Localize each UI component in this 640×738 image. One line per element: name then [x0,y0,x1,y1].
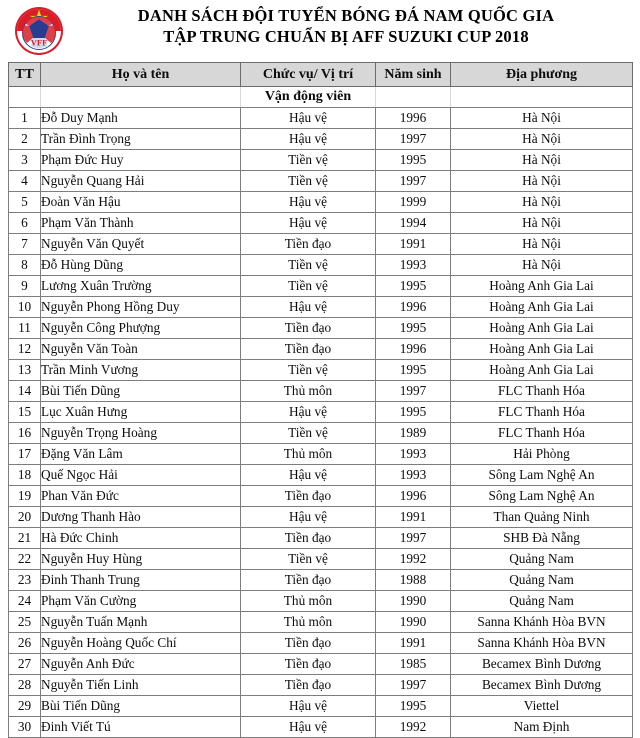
player-name: Đinh Viết Tú [41,717,241,738]
player-index: 26 [9,633,41,654]
player-year: 1996 [376,339,451,360]
player-index: 27 [9,654,41,675]
player-index: 3 [9,150,41,171]
player-club: Hà Nội [451,234,633,255]
player-club: Hà Nội [451,171,633,192]
player-name: Nguyễn Anh Đức [41,654,241,675]
table-row [9,675,633,696]
table-header [9,63,633,87]
table-row [9,528,633,549]
player-club: Hà Nội [451,108,633,129]
column-header-tt: TT [9,63,41,87]
column-header-club: Địa phương [451,63,633,87]
player-name: Nguyễn Phong Hồng Duy [41,297,241,318]
vff-crest-icon [14,6,64,56]
player-role: Thủ môn [241,612,376,633]
player-year: 1994 [376,213,451,234]
table-row [9,318,633,339]
player-name: Bùi Tiến Dũng [41,696,241,717]
player-role: Tiền đạo [241,486,376,507]
player-name: Lương Xuân Trường [41,276,241,297]
table-row [9,192,633,213]
player-role: Hậu vệ [241,402,376,423]
player-club: Sông Lam Nghệ An [451,486,633,507]
player-name: Nguyễn Tiến Linh [41,675,241,696]
player-index: 12 [9,339,41,360]
player-club: Hoàng Anh Gia Lai [451,360,633,381]
player-club: Hà Nội [451,192,633,213]
player-index: 10 [9,297,41,318]
table-row [9,444,633,465]
player-index: 6 [9,213,41,234]
player-club: Hoàng Anh Gia Lai [451,297,633,318]
player-year: 1997 [376,528,451,549]
player-club: Sông Lam Nghệ An [451,465,633,486]
player-year: 1996 [376,486,451,507]
player-name: Đặng Văn Lâm [41,444,241,465]
player-role: Tiền vệ [241,423,376,444]
player-name: Phạm Đức Huy [41,150,241,171]
table-row [9,339,633,360]
player-club: Becamex Bình Dương [451,654,633,675]
player-role: Tiền đạo [241,339,376,360]
player-name: Phan Văn Đức [41,486,241,507]
player-index: 23 [9,570,41,591]
player-name: Bùi Tiến Dũng [41,381,241,402]
player-year: 1993 [376,465,451,486]
player-club: Hà Nội [451,150,633,171]
document-header [0,0,640,62]
player-club: Quảng Nam [451,570,633,591]
player-year: 1997 [376,675,451,696]
player-club: Hoàng Anh Gia Lai [451,276,633,297]
table-row [9,213,633,234]
player-name: Hà Đức Chinh [41,528,241,549]
player-club: Hoàng Anh Gia Lai [451,318,633,339]
player-year: 1991 [376,633,451,654]
player-index: 2 [9,129,41,150]
player-role: Hậu vệ [241,507,376,528]
player-index: 9 [9,276,41,297]
table-header-row [9,63,633,87]
player-name: Đỗ Duy Mạnh [41,108,241,129]
player-role: Tiền đạo [241,675,376,696]
table-row [9,549,633,570]
player-year: 1995 [376,696,451,717]
player-role: Hậu vệ [241,696,376,717]
player-role: Tiền đạo [241,234,376,255]
title-line-1: DANH SÁCH ĐỘI TUYỂN BÓNG ĐÁ NAM QUỐC GIA [137,6,555,25]
player-role: Tiền đạo [241,633,376,654]
player-club: Quảng Nam [451,549,633,570]
player-name: Lục Xuân Hưng [41,402,241,423]
player-index: 22 [9,549,41,570]
player-club: Quảng Nam [451,591,633,612]
player-index: 16 [9,423,41,444]
table-row [9,129,633,150]
player-role: Tiền đạo [241,318,376,339]
player-index: 7 [9,234,41,255]
player-role: Hậu vệ [241,192,376,213]
table-row [9,150,633,171]
table-row [9,171,633,192]
player-role: Thủ môn [241,444,376,465]
player-year: 1993 [376,444,451,465]
table-row [9,255,633,276]
player-name: Nguyễn Văn Quyết [41,234,241,255]
table-row [9,297,633,318]
player-index: 18 [9,465,41,486]
player-club: Sanna Khánh Hòa BVN [451,612,633,633]
player-name: Trần Minh Vương [41,360,241,381]
player-index: 25 [9,612,41,633]
player-club: FLC Thanh Hóa [451,402,633,423]
player-index: 30 [9,717,41,738]
player-name: Quế Ngọc Hải [41,465,241,486]
table-row [9,717,633,738]
player-role: Hậu vệ [241,717,376,738]
player-role: Tiền vệ [241,255,376,276]
table-row [9,654,633,675]
player-club: FLC Thanh Hóa [451,423,633,444]
player-year: 1995 [376,402,451,423]
player-club: Sanna Khánh Hòa BVN [451,633,633,654]
player-club: Nam Định [451,717,633,738]
player-role: Tiền vệ [241,150,376,171]
player-role: Tiền vệ [241,276,376,297]
player-club: Hoàng Anh Gia Lai [451,339,633,360]
player-index: 28 [9,675,41,696]
player-role: Tiền vệ [241,171,376,192]
player-index: 8 [9,255,41,276]
title-line-2: TẬP TRUNG CHUẨN BỊ AFF SUZUKI CUP 2018 [163,27,529,46]
player-index: 21 [9,528,41,549]
player-year: 1993 [376,255,451,276]
player-index: 17 [9,444,41,465]
player-club: SHB Đà Nẵng [451,528,633,549]
player-year: 1985 [376,654,451,675]
player-year: 1992 [376,549,451,570]
section-label: Vận động viên [241,87,376,108]
player-name: Nguyễn Hoàng Quốc Chí [41,633,241,654]
table-row [9,570,633,591]
table-row [9,108,633,129]
player-role: Tiền đạo [241,654,376,675]
player-year: 1988 [376,570,451,591]
player-name: Đoàn Văn Hậu [41,192,241,213]
player-name: Nguyễn Tuấn Mạnh [41,612,241,633]
table-body [9,87,633,738]
section-cell-5 [451,87,633,108]
player-club: Hà Nội [451,255,633,276]
player-club: Hà Nội [451,129,633,150]
vff-logo-text: VFF [30,37,48,48]
player-index: 5 [9,192,41,213]
player-club: Hải Phòng [451,444,633,465]
player-role: Thủ môn [241,591,376,612]
player-year: 1995 [376,276,451,297]
player-name: Trần Đình Trọng [41,129,241,150]
section-cell-2 [41,87,241,108]
table-row [9,360,633,381]
player-club: Hà Nội [451,213,633,234]
player-year: 1995 [376,360,451,381]
player-index: 19 [9,486,41,507]
player-index: 14 [9,381,41,402]
player-year: 1997 [376,129,451,150]
section-cell-1 [9,87,41,108]
table-row [9,591,633,612]
column-header-role: Chức vụ/ Vị trí [241,63,376,87]
squad-table-container [8,62,632,738]
player-name: Nguyễn Quang Hải [41,171,241,192]
player-name: Phạm Văn Thành [41,213,241,234]
player-year: 1997 [376,381,451,402]
player-role: Hậu vệ [241,297,376,318]
player-role: Tiền vệ [241,549,376,570]
player-club: Than Quảng Ninh [451,507,633,528]
squad-table [8,62,633,738]
table-row [9,507,633,528]
column-header-name: Họ và tên [41,63,241,87]
table-row [9,402,633,423]
player-name: Nguyễn Văn Toàn [41,339,241,360]
player-role: Thủ môn [241,381,376,402]
player-year: 1991 [376,234,451,255]
player-role: Hậu vệ [241,213,376,234]
player-year: 1995 [376,318,451,339]
section-row-athletes [9,87,633,108]
player-name: Nguyễn Công Phượng [41,318,241,339]
player-index: 15 [9,402,41,423]
table-row [9,465,633,486]
player-index: 24 [9,591,41,612]
player-index: 11 [9,318,41,339]
player-role: Hậu vệ [241,465,376,486]
player-role: Hậu vệ [241,129,376,150]
player-index: 13 [9,360,41,381]
player-name: Đỗ Hùng Dũng [41,255,241,276]
player-name: Nguyễn Huy Hùng [41,549,241,570]
player-index: 4 [9,171,41,192]
player-year: 1989 [376,423,451,444]
player-club: FLC Thanh Hóa [451,381,633,402]
player-name: Phạm Văn Cường [41,591,241,612]
player-role: Tiền đạo [241,528,376,549]
page-title [70,5,622,47]
player-role: Tiền đạo [241,570,376,591]
table-row [9,234,633,255]
table-row [9,423,633,444]
player-year: 1990 [376,591,451,612]
player-year: 1992 [376,717,451,738]
player-club: Becamex Bình Dương [451,675,633,696]
player-year: 1996 [376,108,451,129]
player-year: 1995 [376,150,451,171]
player-name: Dương Thanh Hào [41,507,241,528]
player-role: Tiền vệ [241,360,376,381]
player-year: 1997 [376,171,451,192]
table-row [9,381,633,402]
table-row [9,633,633,654]
player-name: Đinh Thanh Trung [41,570,241,591]
column-header-year: Năm sinh [376,63,451,87]
player-club: Viettel [451,696,633,717]
player-index: 29 [9,696,41,717]
player-year: 1991 [376,507,451,528]
player-year: 1996 [376,297,451,318]
player-year: 1990 [376,612,451,633]
player-year: 1999 [376,192,451,213]
player-role: Hậu vệ [241,108,376,129]
table-row [9,696,633,717]
player-name: Nguyễn Trọng Hoàng [41,423,241,444]
player-index: 1 [9,108,41,129]
table-row [9,276,633,297]
table-row [9,486,633,507]
table-row [9,612,633,633]
section-cell-4 [376,87,451,108]
player-index: 20 [9,507,41,528]
